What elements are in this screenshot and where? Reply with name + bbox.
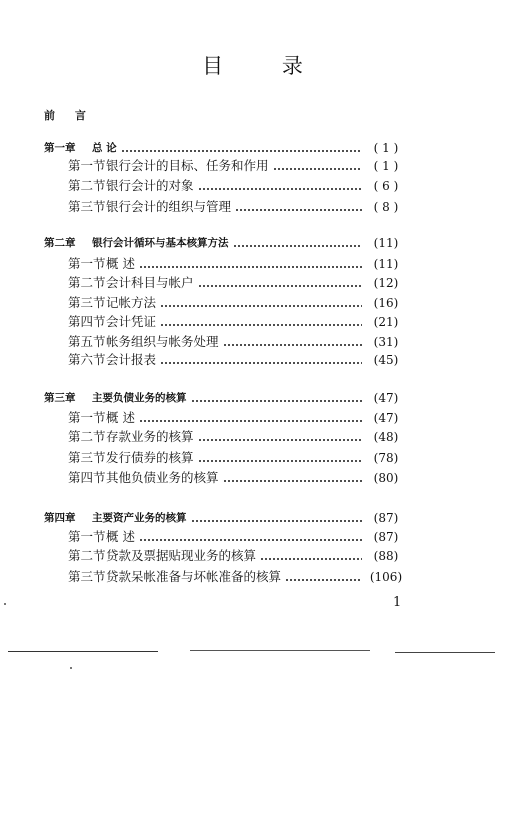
entry-page: ( 8 ): [373, 200, 399, 214]
section-label: 第三节: [68, 199, 106, 214]
dot-leader: [198, 285, 362, 287]
entry-page: (16): [373, 296, 399, 310]
chapter-entry: [0, 389, 505, 407]
dot-leader: [223, 344, 362, 346]
dot-leader: [223, 480, 362, 482]
dot-leader: [198, 460, 362, 462]
entry-title: 会计报表: [106, 352, 157, 367]
scan-edge-line: [395, 652, 495, 653]
section-entry: [0, 274, 505, 292]
chapter-label: 第四章: [44, 512, 76, 524]
chapter-label: 第二章: [44, 237, 76, 249]
entry-page: (47): [373, 391, 399, 405]
section-entry: [0, 177, 505, 195]
entry-title: 会计凭证: [106, 314, 157, 329]
dot-leader: [198, 439, 362, 441]
entry-page: (106): [369, 570, 403, 584]
section-entry: [0, 469, 505, 487]
dot-leader: [191, 520, 362, 522]
section-label: 第一节: [68, 158, 106, 173]
section-entry: [0, 449, 505, 467]
entry-title: 存款业务的核算: [106, 429, 194, 444]
entry-page: ( 1 ): [373, 159, 399, 173]
entry-page: ( 1 ): [373, 141, 399, 155]
section-entry: [0, 333, 505, 351]
dot-leader: [285, 579, 362, 581]
entry-page: (47): [373, 411, 399, 425]
dot-leader: [160, 362, 362, 364]
entry-title: 银行会计循环与基本核算方法: [92, 237, 229, 249]
scan-speck: [4, 603, 6, 605]
section-label: 第四节: [68, 314, 106, 329]
entry-page: (31): [373, 335, 399, 349]
entry-title: 帐务组织与帐务处理: [106, 334, 219, 349]
scan-edge-line: [190, 650, 370, 651]
section-label: 第一节: [68, 529, 106, 544]
chapter-entry: [0, 509, 505, 527]
section-label: 第二节: [68, 275, 106, 290]
chapter-label: 第三章: [44, 392, 76, 404]
entry-title: 概 述: [106, 256, 135, 271]
entry-page: (11): [373, 257, 399, 271]
dot-leader: [139, 266, 362, 268]
chapter-entry: [0, 234, 505, 252]
entry-page: (12): [373, 276, 399, 290]
dot-leader: [160, 324, 362, 326]
dot-leader: [139, 420, 362, 422]
entry-page: (48): [373, 430, 399, 444]
chapter-label: 第一章: [44, 142, 76, 154]
section-label: 第二节: [68, 548, 106, 563]
entry-title: 贷款呆帐准备与坏帐准备的核算: [106, 569, 282, 584]
section-label: 第六节: [68, 352, 106, 367]
entry-title: 银行会计的对象: [106, 178, 194, 193]
preface-entry: 前 言: [44, 109, 94, 122]
section-entry: [0, 294, 505, 312]
entry-title: 概 述: [106, 410, 135, 425]
dot-leader: [191, 400, 362, 402]
entry-title: 总 论: [92, 142, 117, 154]
entry-title: 银行会计的组织与管理: [106, 199, 232, 214]
section-label: 第二节: [68, 178, 106, 193]
section-entry: [0, 157, 505, 175]
entry-page: (87): [373, 511, 399, 525]
section-entry: [0, 528, 505, 546]
dot-leader: [160, 305, 362, 307]
entry-page: (78): [373, 451, 399, 465]
section-label: 第一节: [68, 256, 106, 271]
section-label: 第一节: [68, 410, 106, 425]
entry-title: 银行会计的目标、任务和作用: [106, 158, 269, 173]
dot-leader: [233, 245, 362, 247]
entry-title: 贷款及票据贴现业务的核算: [106, 548, 257, 563]
entry-title: 概 述: [106, 529, 135, 544]
section-entry: [0, 409, 505, 427]
dot-leader: [139, 539, 362, 541]
dot-leader: [198, 188, 362, 190]
section-entry: [0, 198, 505, 216]
entry-page: (87): [373, 530, 399, 544]
section-entry: [0, 351, 505, 369]
section-label: 第四节: [68, 470, 106, 485]
page-title: 目 录: [202, 54, 329, 78]
page-number: 1: [393, 595, 402, 610]
entry-title: 记帐方法: [106, 295, 157, 310]
section-entry: [0, 313, 505, 331]
dot-leader: [273, 168, 362, 170]
entry-page: (80): [373, 471, 399, 485]
dot-leader: [235, 209, 362, 211]
entry-title: 发行债券的核算: [106, 450, 194, 465]
dot-leader: [121, 150, 362, 152]
section-label: 第三节: [68, 295, 106, 310]
section-entry: [0, 568, 505, 586]
section-entry: [0, 547, 505, 565]
entry-page: (21): [373, 315, 399, 329]
scan-speck: [70, 667, 72, 669]
section-label: 第五节: [68, 334, 106, 349]
section-label: 第三节: [68, 569, 106, 584]
entry-page: (88): [373, 549, 399, 563]
entry-title: 主要负债业务的核算: [92, 392, 187, 404]
scan-edge-line: [8, 651, 158, 652]
dot-leader: [260, 558, 362, 560]
section-label: 第二节: [68, 429, 106, 444]
entry-page: (45): [373, 353, 399, 367]
entry-title: 主要资产业务的核算: [92, 512, 187, 524]
entry-page: (11): [373, 236, 399, 250]
section-label: 第三节: [68, 450, 106, 465]
section-entry: [0, 255, 505, 273]
section-entry: [0, 428, 505, 446]
entry-page: ( 6 ): [373, 179, 399, 193]
entry-title: 会计科目与帐户: [106, 275, 194, 290]
chapter-entry: [0, 139, 505, 157]
entry-title: 其他负债业务的核算: [106, 470, 219, 485]
